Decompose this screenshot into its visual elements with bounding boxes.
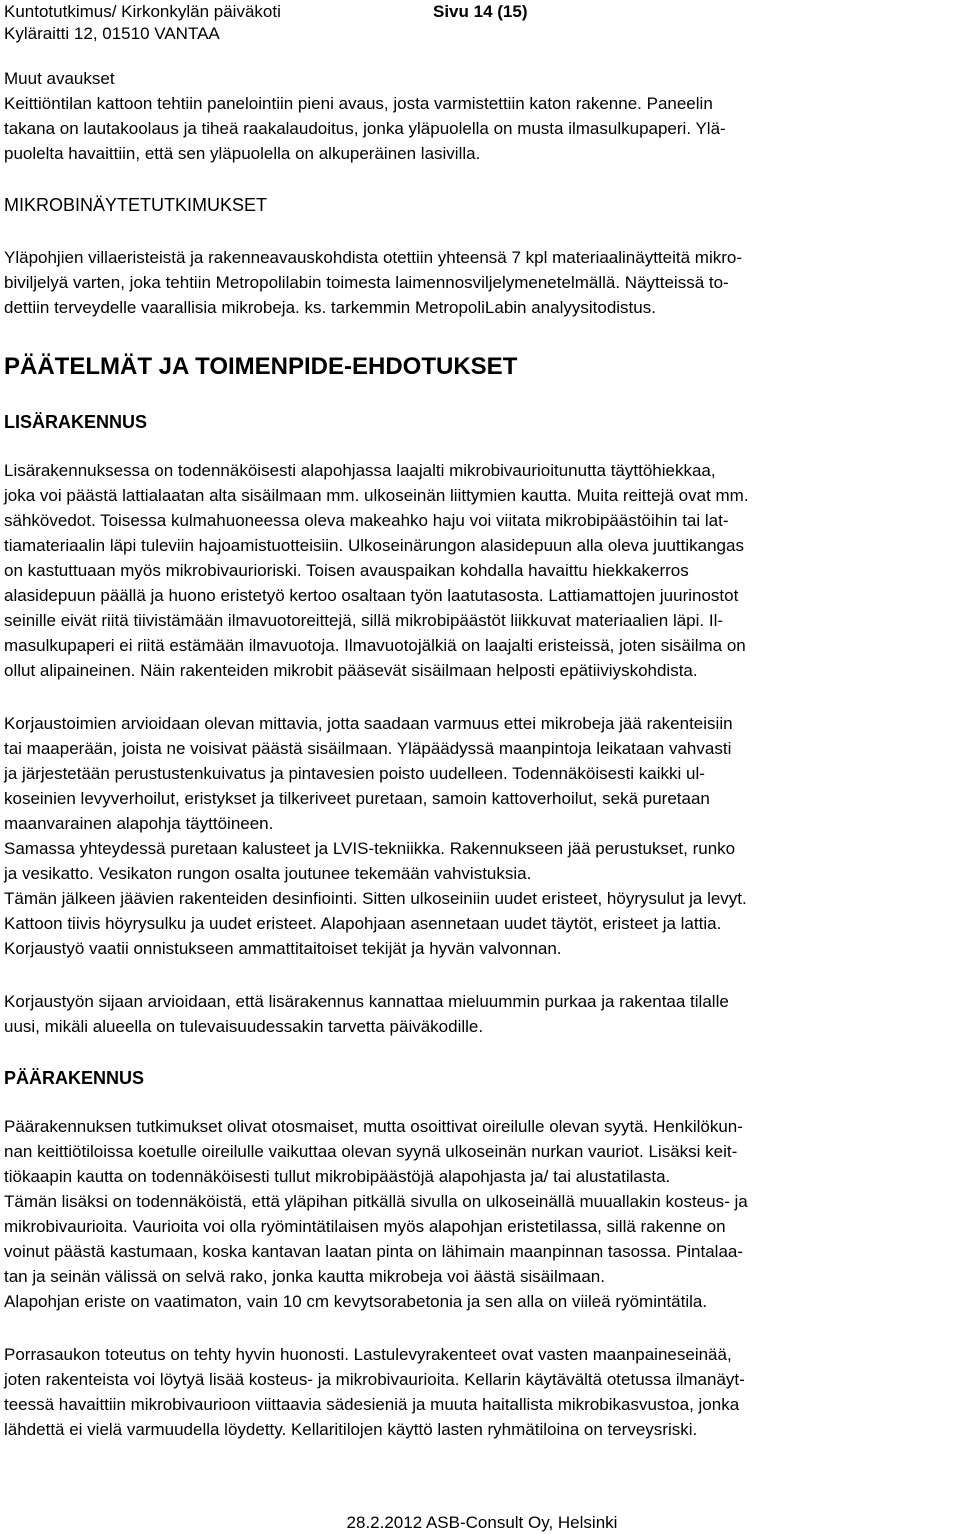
text-line: Päärakennuksen tutkimukset olivat otosmaiset, mutta osoittivat oireilulle olevan syytä. Henkilökun- <box>4 1117 743 1136</box>
section-title-mikrobi: MIKROBINÄYTETUTKIMUKSET <box>4 195 268 215</box>
text-line: voinut päästä kastumaan, koska kantavan laatan pinta on lähimain maanpinnan tasossa. Pintalaa- <box>4 1242 744 1261</box>
text-line: mikrobivaurioita. Vaurioita voi olla ryömintätilaisen myös alapohjan eristetilassa, sillä rakenne on <box>4 1217 726 1236</box>
text-line: Alapohjan eriste on vaatimaton, vain 10 cm kevytsorabetonia ja sen alla on viileä ryömintätila. <box>4 1292 708 1311</box>
text-line: Keittiöntilan kattoon tehtiin panelointiin pieni avaus, josta varmistettiin katon rakenne. Paneelin <box>4 94 713 113</box>
text-line: maanvarainen alapohja täyttöineen. <box>4 814 274 833</box>
heading-paarakennus: PÄÄRAKENNUS <box>4 1068 145 1088</box>
text-line: Korjaustyön sijaan arvioidaan, että lisärakennus kannattaa mieluummin purkaa ja rakentaa tilalle <box>4 992 729 1011</box>
text-line: on kastuttuaan myös mikrobivaurioriski. Toisen avauspaikan kohdalla havaittu hiekkakerros <box>4 561 689 580</box>
lisarakennus-paragraph-1 <box>4 458 960 683</box>
text-line: sähkövedot. Toisessa kulmahuoneessa oleva makeahko haju voi viitata mikrobipäästöihin tai lat- <box>4 511 729 530</box>
text-line: uusi, mikäli alueella on tulevaisuudessakin tarvetta päiväkodille. <box>4 1017 484 1036</box>
text-line: Samassa yhteydessä puretaan kalusteet ja LVIS-tekniikka. Rakennukseen jää perustukset, runko <box>4 839 736 858</box>
text-line: Lisärakennuksessa on todennäköisesti alapohjassa laajalti mikrobivaurioitunutta täyttöhiekkaa, <box>4 461 716 480</box>
text-line: masulkupaperi ei riitä estämään ilmavuotoja. Ilmavuotojälkiä on laajalti eristeissä, joten sisäilma on <box>4 636 746 655</box>
text-line: tiamateriaalin läpi tuleviin hajoamistuotteisiin. Ulkoseinärungon alasidepuun alla oleva juuttikangas <box>4 536 744 555</box>
text-line: Tämän jälkeen jäävien rakenteiden desinfiointi. Sitten ulkoseiniin uudet eristeet, höyrysulut ja levyt. <box>4 889 747 908</box>
text-line: seinille eivät riitä tiivistämään ilmavuotoreittejä, sillä mikrobipäästöt liikkuvat materiaalien läpi. Il- <box>4 611 724 630</box>
text-line: ollut alipaineinen. Näin rakenteiden mikrobit pääsevät sisäilmaan helposti epätiiviyskohdista. <box>4 661 698 680</box>
text-line: dettiin terveydelle vaarallisia mikrobeja. ks. tarkemmin MetropoliLabin analyysitodistus. <box>4 298 656 317</box>
text-line: tan ja seinän välissä on selvä rako, jonka kautta mikrobeja voi äästä sisäilmaan. <box>4 1267 605 1286</box>
lisarakennus-paragraph-2 <box>4 711 960 961</box>
paarakennus-paragraph-1 <box>4 1114 960 1314</box>
text-line: koseinien levyverhoilut, eristykset ja tilkeriveet puretaan, samoin kattoverhoilut, sekä puretaan <box>4 789 710 808</box>
section-muut-avaukset <box>4 66 960 166</box>
text-line: ja järjestetään perustustenkuivatus ja pintavesien poisto uudelleen. Todennäköisesti kaikki ul- <box>4 764 705 783</box>
text-line: takana on lautakoolaus ja tiheä raakalaudoitus, jonka yläpuolella on musta ilmasulkupaperi. Ylä- <box>4 119 726 138</box>
text-line: teessä havaittiin mikrobivaurioon viittaavia sädesieniä ja muuta haitallista mikrobikasvustoa, jonka <box>4 1395 740 1414</box>
text-line: joka voi päästä lattialaatan alta sisäilmaan mm. ulkoseinän liittymien kautta. Muita reittejä ovat mm. <box>4 486 749 505</box>
text-line: tai maaperään, joista ne voisivat päästä sisäilmaan. Yläpäädyssä maanpintoja leikataan vahvasti <box>4 739 732 758</box>
lisarakennus-paragraph-3 <box>4 989 960 1039</box>
page-number: Sivu 14 (15) <box>433 2 528 21</box>
text-line: alasidepuun päällä ja huono eristetyö kertoo osaltaan työn laatutasosta. Lattiamattojen juurinostot <box>4 586 739 605</box>
text-line: ja vesikatto. Vesikaton rungon osalta joutunee tekemään vahvistuksia. <box>4 864 532 883</box>
text-line: lähdettä ei vielä varmuudella löydetty. Kellaritilojen käyttö lasten ryhmätiloina on terveysriski. <box>4 1420 698 1439</box>
section-mikrobi-title-block <box>4 193 960 218</box>
document-page <box>4 0 960 1534</box>
section-title-muut-avaukset: Muut avaukset <box>4 69 115 88</box>
text-line: Korjaustoimien arvioidaan olevan mittavia, jotta saadaan varmuus ettei mikrobeja jää rakenteisiin <box>4 714 733 733</box>
text-line: Kattoon tiivis höyrysulku ja uudet eristeet. Alapohjaan asennetaan uudet täytöt, eristeet ja lattia. <box>4 914 722 933</box>
section-mikrobi <box>4 245 960 320</box>
text-line: Tämän lisäksi on todennäköistä, että yläpihan pitkällä sivulla on ulkoseinällä muuallakin kosteus- ja <box>4 1192 748 1211</box>
heading-paatelmat: PÄÄTELMÄT JA TOIMENPIDE-EHDOTUKSET <box>4 353 518 380</box>
text-line: tiökaapin kautta on todennäköisesti tullut mikrobipäästöjä alapohjasta ja/ tai alustatilasta. <box>4 1167 671 1186</box>
header-title: Kuntotutkimus/ Kirkonkylän päiväkoti <box>4 2 281 21</box>
text-line: joten rakenteista voi löytyä lisää kosteus- ja mikrobivaurioita. Kellarin käytävältä otetussa ilmanäyt- <box>4 1370 745 1389</box>
header-address: Kyläraitti 12, 01510 VANTAA <box>4 24 220 43</box>
text-line: puolelta havaittiin, että sen yläpuolella on alkuperäinen lasivilla. <box>4 144 481 163</box>
text-line: Porrasaukon toteutus on tehty hyvin huonosti. Lastulevyrakenteet ovat vasten maanpaineseinää, <box>4 1345 732 1364</box>
text-line: biviljelyä varten, joka tehtiin Metropolilabin toimesta laimennosviljelymenetelmällä. Näytteissä to- <box>4 273 729 292</box>
text-line: nan keittiötiloissa koetulle oireilulle vaikuttaa olevan syynä ulkoseinän nurkan vauriot. Lisäksi keit- <box>4 1142 738 1161</box>
heading-lisarakennus: LISÄRAKENNUS <box>4 412 148 432</box>
text-line: Korjaustyö vaatii onnistukseen ammattitaitoiset tekijät ja hyvän valvonnan. <box>4 939 562 958</box>
page-footer: 28.2.2012 ASB-Consult Oy, Helsinki <box>346 1513 618 1532</box>
paarakennus-paragraph-2 <box>4 1342 960 1442</box>
text-line: Yläpohjien villaeristeistä ja rakenneavauskohdista otettiin yhteensä 7 kpl materiaalinäytteitä mikro- <box>4 248 743 267</box>
